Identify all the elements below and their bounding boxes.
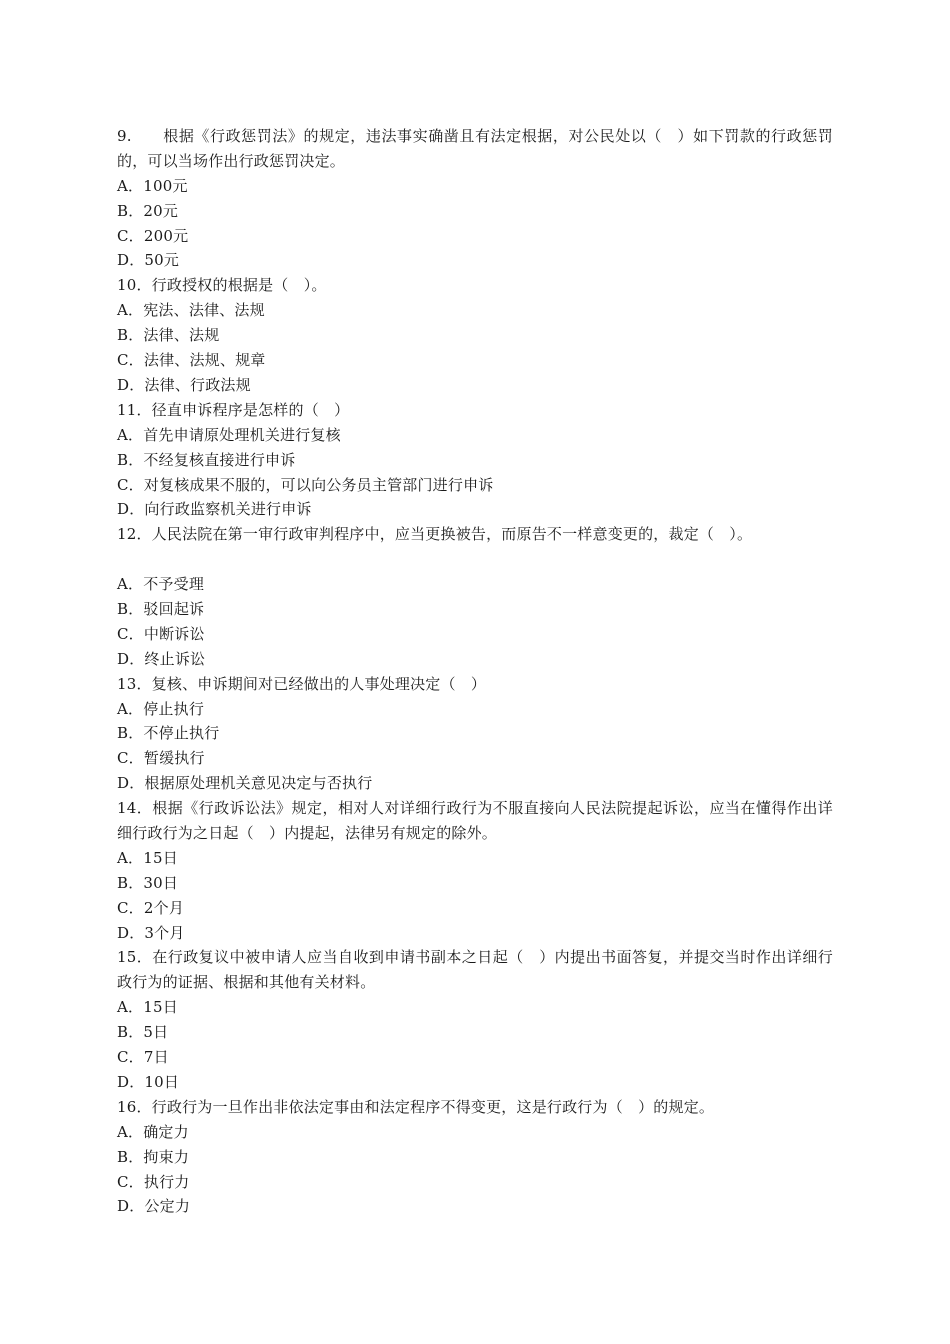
option-d: D．根据原处理机关意见决定与否执行 (117, 774, 373, 793)
option-c: C．7日 (117, 1048, 169, 1067)
option-d: D．3个月 (117, 923, 185, 942)
option-c: C．法律、法规、规章 (117, 351, 266, 370)
question-stem: 12．人民法院在第一审行政审判程序中，应当更换被告，而原告不一样意变更的，裁定（ ）。 (117, 525, 753, 544)
question-stem: 16．行政行为一旦作出非依法定事由和法定程序不得变更，这是行政行为（ ）的规定。 (117, 1097, 715, 1116)
option-b: B．30日 (117, 873, 179, 892)
option-c: C．中断诉讼 (117, 624, 205, 643)
question-stem: 9. 根据《行政惩罚法》的规定，违法事实确凿且有法定根据，对公民处以（ ）如下罚款的行政惩罚的，可以当场作出行政惩罚决定。 (117, 127, 833, 170)
option-a: A．首先申请原处理机关进行复核 (117, 425, 341, 444)
option-c: C．200元 (117, 226, 189, 245)
option-a: A．宪法、法律、法规 (117, 301, 265, 320)
option-a: A．不予受理 (117, 575, 205, 594)
question-stem: 13．复核、申诉期间对已经做出的人事处理决定（ ） (117, 674, 487, 693)
option-c: C．执行力 (117, 1172, 190, 1191)
option-d: D．终止诉讼 (117, 649, 206, 668)
question-13 (117, 672, 833, 796)
option-b: B．不经复核直接进行申诉 (117, 450, 296, 469)
option-a: A．15日 (117, 848, 178, 867)
option-b: B．不停止执行 (117, 724, 220, 743)
option-b: B．驳回起诉 (117, 599, 205, 618)
option-d: D．法律、行政法规 (117, 375, 251, 394)
option-c: C．2个月 (117, 898, 185, 917)
question-stem: 15．在行政复议中被申请人应当自收到申请书副本之日起（ ）内提出书面答复，并提交当时作出详细行政行为的证据、根据和其他有关材料。 (117, 948, 833, 992)
option-c: C．对复核成果不服的，可以向公务员主管部门进行申诉 (117, 475, 494, 494)
option-a: A．15日 (117, 998, 178, 1017)
option-d: D．50元 (117, 251, 180, 270)
option-b: B．法律、法规 (117, 326, 220, 345)
question-10 (117, 273, 833, 397)
option-a: A．确定力 (117, 1122, 189, 1141)
question-12 (117, 522, 833, 671)
option-b: B．5日 (117, 1023, 169, 1042)
option-b: B．拘束力 (117, 1147, 190, 1166)
option-d: D．公定力 (117, 1197, 191, 1216)
question-stem: 10．行政授权的根据是（ ）。 (117, 276, 327, 295)
question-stem: 14．根据《行政诉讼法》规定，相对人对详细行政行为不服直接向人民法院提起诉讼，应当在懂得作出详细行政行为之日起（ ）内提起，法律另有规定的除外。 (117, 799, 833, 842)
document-page (117, 124, 833, 1219)
question-stem: 11．径直申诉程序是怎样的（ ） (117, 400, 350, 419)
option-a: A．100元 (117, 176, 188, 195)
question-16 (117, 1095, 833, 1219)
option-a: A．停止执行 (117, 699, 205, 718)
option-d: D．10日 (117, 1072, 180, 1091)
question-14 (117, 796, 833, 945)
question-9 (117, 124, 833, 273)
question-15 (117, 945, 833, 1094)
option-c: C．暂缓执行 (117, 749, 205, 768)
blank-line (117, 547, 833, 572)
option-d: D．向行政监察机关进行申诉 (117, 500, 312, 519)
question-11 (117, 398, 833, 522)
option-b: B．20元 (117, 201, 179, 220)
